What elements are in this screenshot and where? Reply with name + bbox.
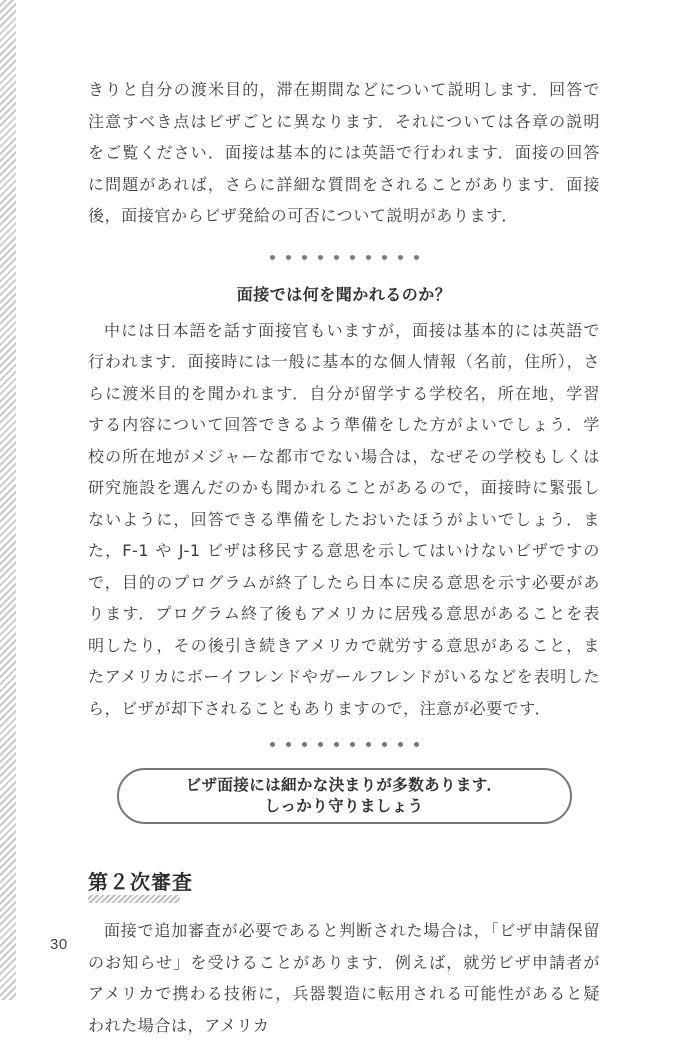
decorative-stripe-band <box>0 0 16 1000</box>
page-number: 30 <box>50 936 68 953</box>
section-heading-text: 第２次審査 <box>88 870 193 894</box>
paragraph-middle: 中には日本語を話す面接官もいますが，面接は基本的には英語で行われます．面接時には一般に基本的な個人情報（名前，住所），さらに渡米目的を聞かれます．自分が留学する学校名，所在地，学習する内容について回答できるよう準備をした方がよいでしょう．学校の所在地がメジャーな都市でない場合は，なぜその学校もしくは研究施設を選んだのかも聞かれることがあるので，面接時に緊張しないように，回答できる準備をしたおいたほうがよいでしょう．また，F-1 や J-1 ビザは移民する意思を示してはいけないビザですので，目的のプログラムが終了したら日本に戻る意思を示す必要があります．プログラム終了後もアメリカに居残る意思があることを表明したり，その後引き続きアメリカで就労する意思があること，またアメリカにボーイフレンドやガールフレンドがいるなどを表明したら，ビザが却下されることもありますので，注意が必要です． <box>88 320 600 718</box>
heading-underline-decoration <box>88 895 180 903</box>
dot-divider-2 <box>88 734 600 754</box>
callout-line-1: ビザ面接には細かな決まりが多数あります． <box>185 776 503 794</box>
callout-box <box>117 768 572 824</box>
section-heading-wrap <box>88 866 600 901</box>
paragraph-top: きりと自分の渡米目的，滞在期間などについて説明します．回答で注意すべき点はビザごとに異なります．それについては各章の説明をご覧ください．面接は基本的には英語で行われます．面接の回答に問題があれば，さらに詳細な質問をされることがあります．面接後，面接官からビザ発給の可否について説明があります． <box>88 80 600 225</box>
paragraph-bottom: 面接で追加審査が必要であると判断された場合は，「ビザ申請保留のお知らせ」を受けることがあります．例えば，就労ビザ申請者がアメリカで携わる技術に，兵器製造に転用される可能性があると疑われた場合は，アメリカ <box>88 921 600 1035</box>
section-heading <box>88 866 199 901</box>
dot-divider-1 <box>88 248 600 268</box>
callout-line-2: しっかり守りましょう <box>264 797 424 815</box>
page-content <box>88 74 600 1041</box>
subheading: 面接では何を聞かれるのか？ <box>236 284 452 304</box>
